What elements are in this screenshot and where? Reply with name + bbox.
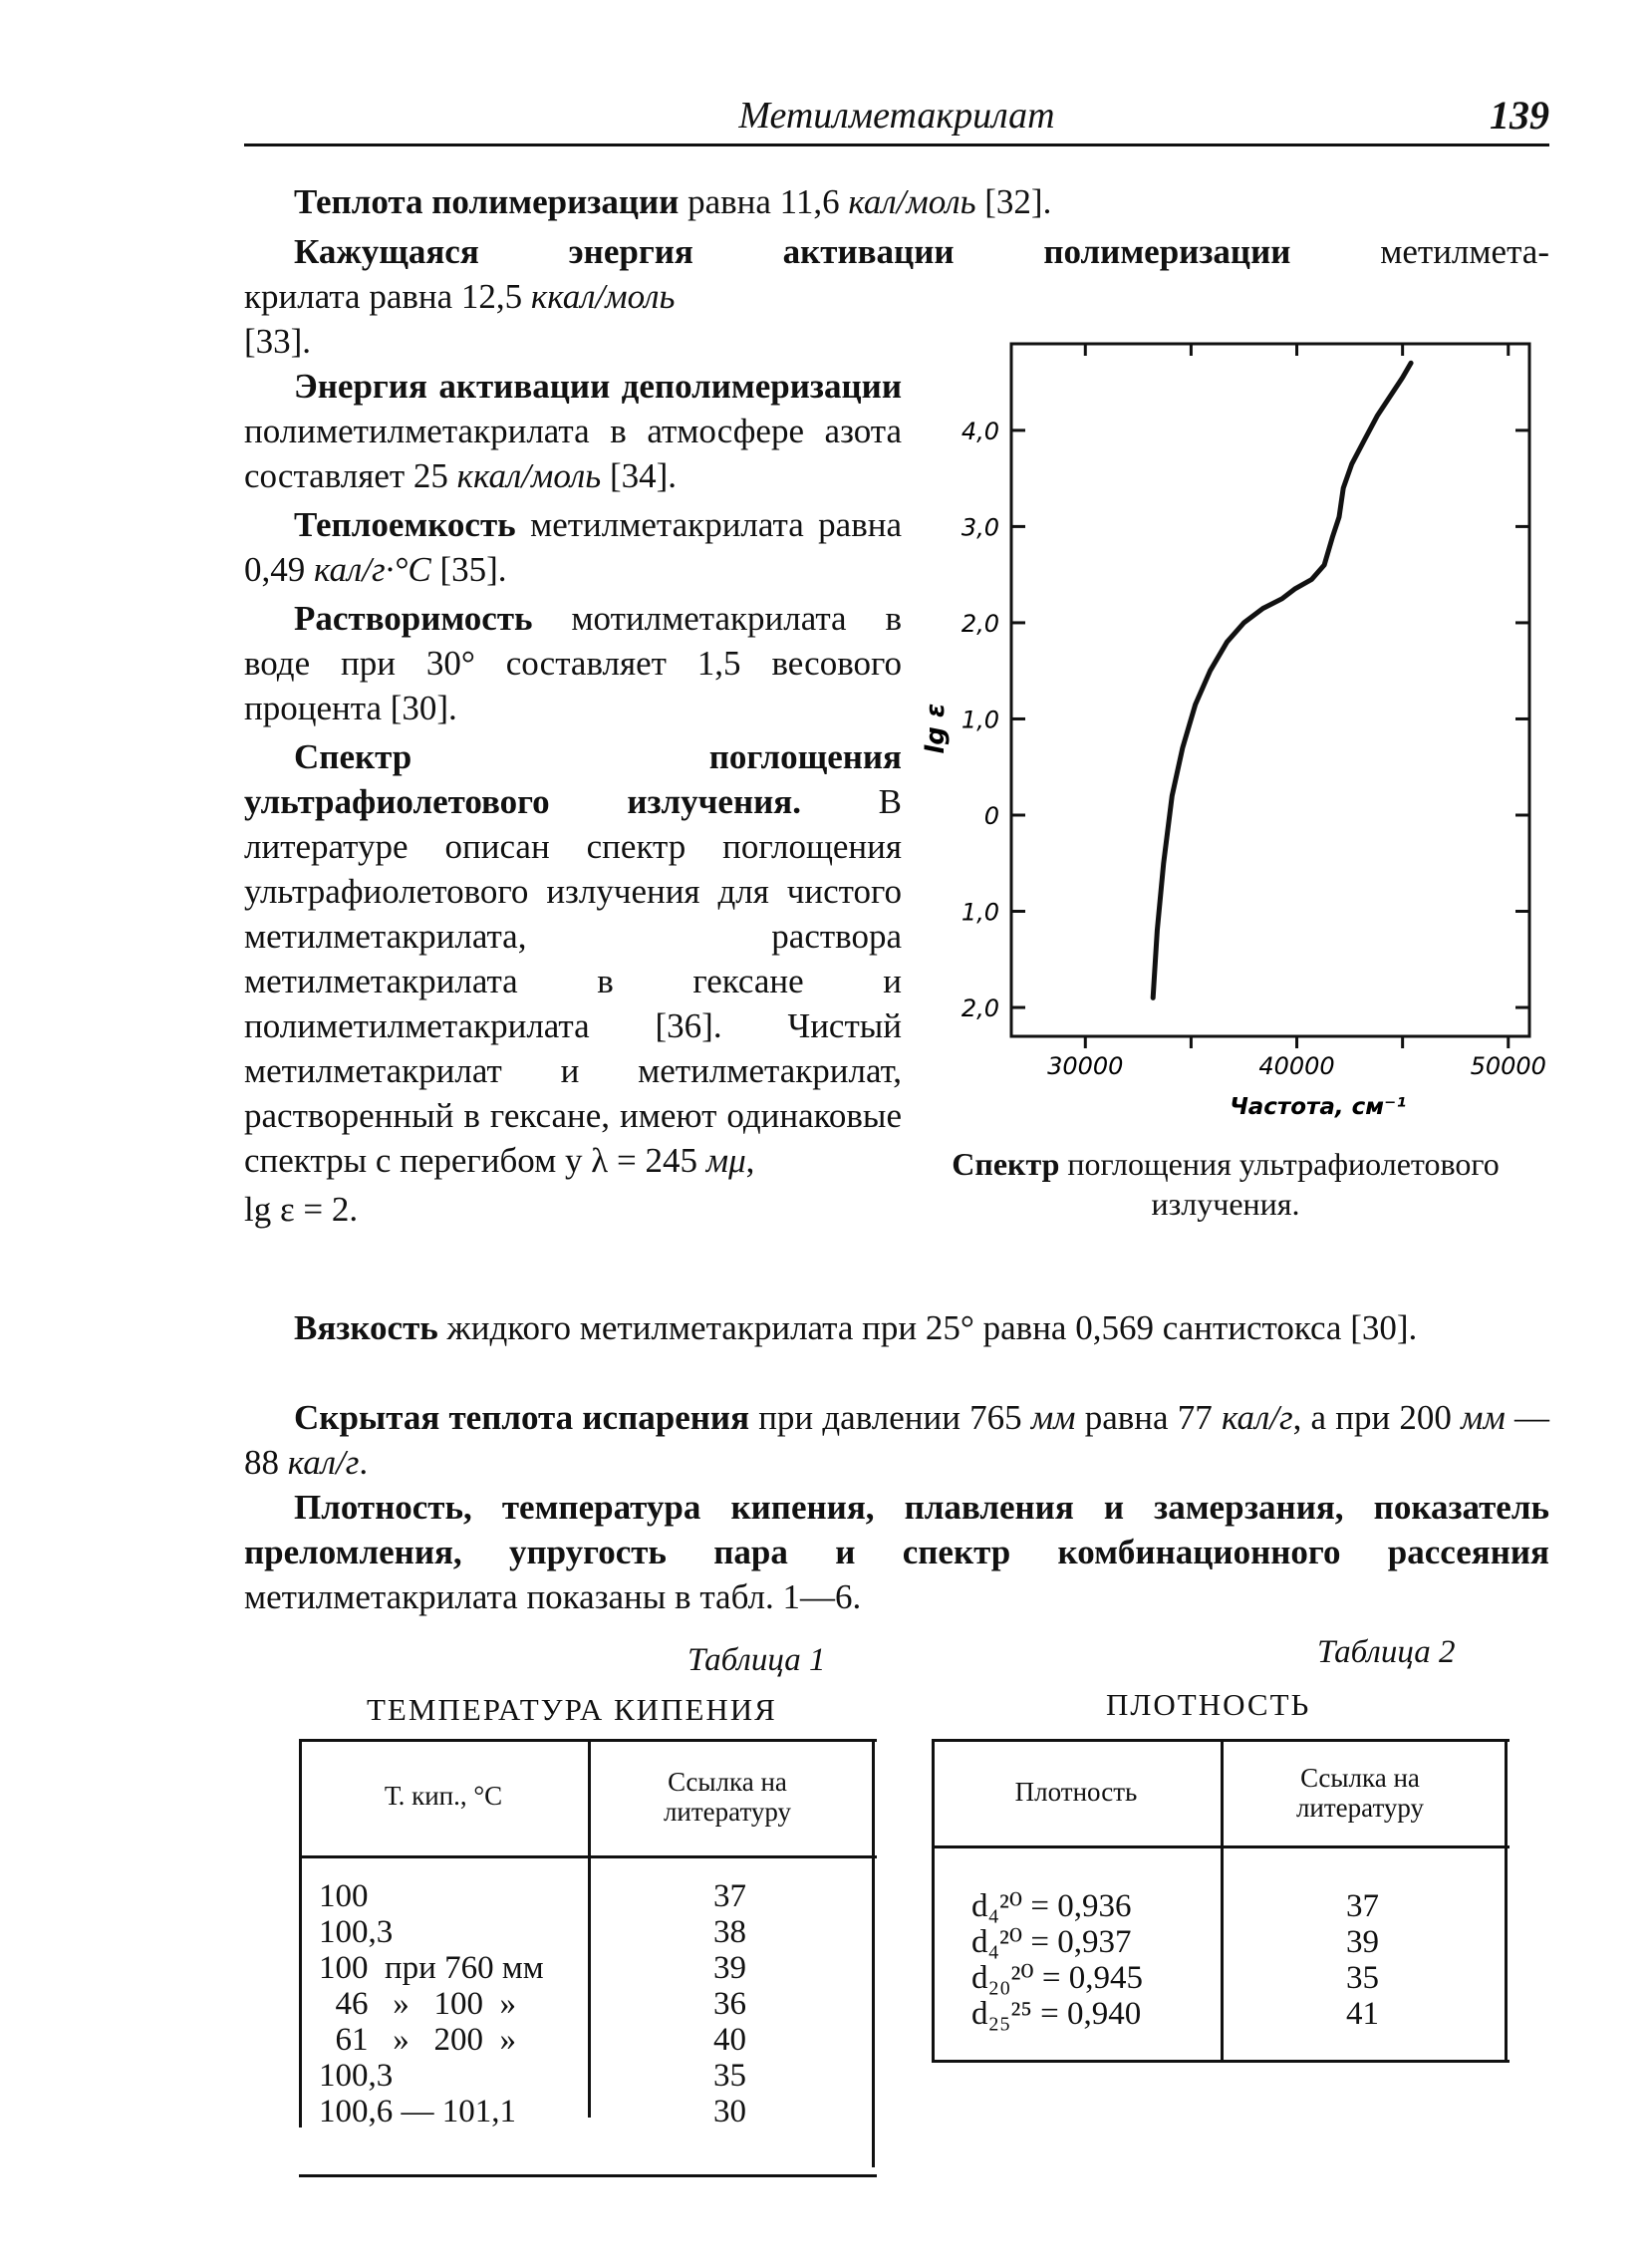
paragraph-density (244, 1485, 1549, 1619)
table1-cell-ref: 30 (713, 2094, 746, 2129)
table2-label: Таблица 2 (1317, 1634, 1456, 1670)
text: равна 11,6 (679, 182, 849, 221)
text: [34]. (601, 456, 677, 495)
table2-cell-value: d₂₅²⁵ = 0,940 (971, 1996, 1142, 2032)
unit: кал/моль (848, 182, 976, 221)
table2-cell-value: d₄²⁰ = 0,936 (971, 1888, 1132, 1924)
term-solubility: Растворимость (294, 599, 533, 638)
table-rule (872, 1739, 875, 2167)
unit: кал/г·°С (314, 550, 431, 589)
paragraph-solubility (244, 596, 902, 730)
paragraph-depolymerization (244, 364, 902, 498)
uv-spectrum-chart (902, 334, 1549, 1231)
term-density: Плотность, температура кипения, плавления и замерзания, показатель преломления, упругость пара и спектр комбинационного рассеяния (244, 1488, 1549, 1571)
term-heat-polymerization: Теплота полимеризации (294, 182, 680, 221)
x-tick-label: 30000 (1047, 1052, 1124, 1080)
y-axis-label: lg ε (921, 703, 951, 754)
text: метилмета- (1290, 232, 1549, 271)
table1-cell-value: 61 » 200 » (319, 2022, 516, 2058)
text: . (359, 1443, 369, 1482)
table2-cell-ref: 39 (1346, 1924, 1379, 1960)
text: равна 77 (1075, 1398, 1222, 1437)
table2 (932, 1739, 1510, 2068)
text: В литературе описан спектр поглощения ультрафиолетового излучения для чистого метилметакрилата, раствора метилметакрилата в гексане и полиметилметакрилата [36]. Чистый метилметакрилат и метилметакрилат, растворенный в гексане, имеют одинаковые спектры с перегибом у λ = 245 (244, 782, 902, 1180)
table1-cell-ref: 38 (713, 1914, 746, 1950)
y-tick-label: 0 (983, 801, 999, 830)
table2-cell-value: d₂₀²⁰ = 0,945 (971, 1960, 1143, 1996)
table1-cell-value: 100 (319, 1878, 369, 1914)
paragraph-uv-spectrum (244, 734, 902, 1183)
table2-column-density (971, 1888, 1143, 2032)
text: , (745, 1141, 755, 1180)
text: [33]. (244, 322, 312, 361)
table1-cell-ref: 35 (713, 2058, 746, 2094)
table1-header-temp: Т. кип., °С (384, 1781, 503, 1811)
table-rule (932, 2060, 1510, 2063)
activation-line1 (244, 229, 1549, 274)
table1-label: Таблица 1 (687, 1642, 826, 1678)
y-tick-label: 2,0 (961, 609, 999, 638)
table2-column-ref (1221, 1888, 1505, 2032)
text: , а при 200 (1292, 1398, 1462, 1437)
series-line-0 (1153, 363, 1411, 997)
running-title: Метилметакрилат (738, 95, 1055, 137)
table1-column-temp (319, 1878, 544, 2129)
table2-header-ref: Ссылка на литературу (1295, 1763, 1425, 1823)
table1-column-ref (588, 1878, 872, 2129)
text: метилметакрилата равна 0,49 (244, 505, 902, 589)
table1-cell-ref: 36 (713, 1986, 746, 2022)
table1-cell-value: 100,6 — 101,1 (319, 2094, 516, 2129)
left-column-text (244, 364, 902, 1236)
text: метилметакрилата показаны в табл. 1—6. (244, 1577, 862, 1616)
table2-cell-ref: 35 (1346, 1960, 1379, 1996)
activation-line2 (244, 274, 902, 364)
table-rule (932, 1845, 1510, 1848)
y-tick-label: 4,0 (961, 417, 999, 445)
running-head (244, 92, 1549, 146)
text: — 88 (244, 1398, 1550, 1482)
table1-cell-ref: 39 (713, 1950, 746, 1986)
table1-cell-value: 100 при 760 мм (319, 1950, 544, 1986)
unit: мм (1030, 1398, 1076, 1437)
table1-cell-value: 100,3 (319, 1914, 394, 1950)
unit: кал/г (287, 1443, 360, 1482)
table2-header-density: Плотность (1014, 1777, 1138, 1807)
table-rule (1505, 1739, 1508, 2063)
text: [32]. (975, 182, 1052, 221)
x-axis-label: Частота, см⁻¹ (1230, 1094, 1407, 1120)
y-tick-label: 1,0 (961, 706, 999, 734)
unit: мм (1461, 1398, 1506, 1437)
table2-cell-ref: 37 (1346, 1888, 1379, 1924)
table-rule (299, 2174, 877, 2177)
paragraph-hidden-heat (244, 1395, 1549, 1485)
text: полиметилметакрилата в атмосфере азота составляет 25 (244, 412, 902, 495)
chart-svg (902, 334, 1549, 1141)
table2-cell-ref: 41 (1346, 1996, 1379, 2032)
paragraph-heat-polymerization (244, 179, 1549, 224)
unit: мμ (705, 1141, 746, 1180)
term-depolymerization: Энергия активации деполимеризации (294, 367, 902, 406)
text: при давлении 765 (749, 1398, 1031, 1437)
table1-title: ТЕМПЕРАТУРА КИПЕНИЯ (367, 1692, 777, 1727)
table1 (299, 1739, 877, 2177)
text: мотилметакрилата в воде при 30° составляет 1,5 весового процента [30]. (244, 599, 902, 727)
text: [35]. (430, 550, 507, 589)
paragraph-heat-capacity (244, 502, 902, 592)
term-heat-capacity: Теплоемкость (294, 505, 516, 544)
paragraph-viscosity (244, 1305, 1549, 1350)
text: крилата равна 12,5 (244, 277, 531, 316)
term-activation-energy: Кажущаяся энергия активации полимеризации (294, 232, 1291, 271)
chart-caption (902, 1144, 1549, 1224)
table-rule (299, 1855, 877, 1858)
y-tick-label: 1,0 (961, 898, 999, 927)
term-hidden-heat: Скрытая теплота испарения (294, 1398, 749, 1437)
y-tick-label: 3,0 (961, 513, 999, 542)
table1-header-ref: Ссылка на литературу (663, 1767, 792, 1827)
page-number: 139 (1490, 93, 1549, 138)
table1-cell-ref: 37 (713, 1878, 746, 1914)
unit: ккал/моль (456, 456, 602, 495)
caption-term: Спектр (952, 1146, 1060, 1182)
term-uv-spectrum: Спектр поглощения ультрафиолетового излучения. (244, 737, 902, 821)
unit: кал/г (1221, 1398, 1293, 1437)
unit: ккал/моль (530, 277, 676, 316)
table2-cell-value: d₄²⁰ = 0,937 (971, 1924, 1132, 1960)
x-tick-label: 50000 (1470, 1052, 1546, 1080)
paragraph-uv-last-line: lg ε = 2. (244, 1190, 359, 1229)
x-tick-label: 40000 (1258, 1052, 1335, 1080)
table1-cell-value: 46 » 100 » (319, 1986, 516, 2022)
table1-cell-value: 100,3 (319, 2058, 394, 2094)
table1-cell-ref: 40 (713, 2022, 746, 2058)
text: жидкого метилметакрилата при 25° равна 0,569 сантистокса [30]. (437, 1308, 1418, 1347)
plot-frame (1011, 344, 1529, 1036)
term-viscosity: Вязкость (294, 1308, 438, 1347)
caption-rest: поглощения ультрафиолетового излучения. (1059, 1146, 1500, 1222)
table2-title: ПЛОТНОСТЬ (1106, 1687, 1311, 1722)
y-tick-label: 2,0 (961, 994, 999, 1023)
